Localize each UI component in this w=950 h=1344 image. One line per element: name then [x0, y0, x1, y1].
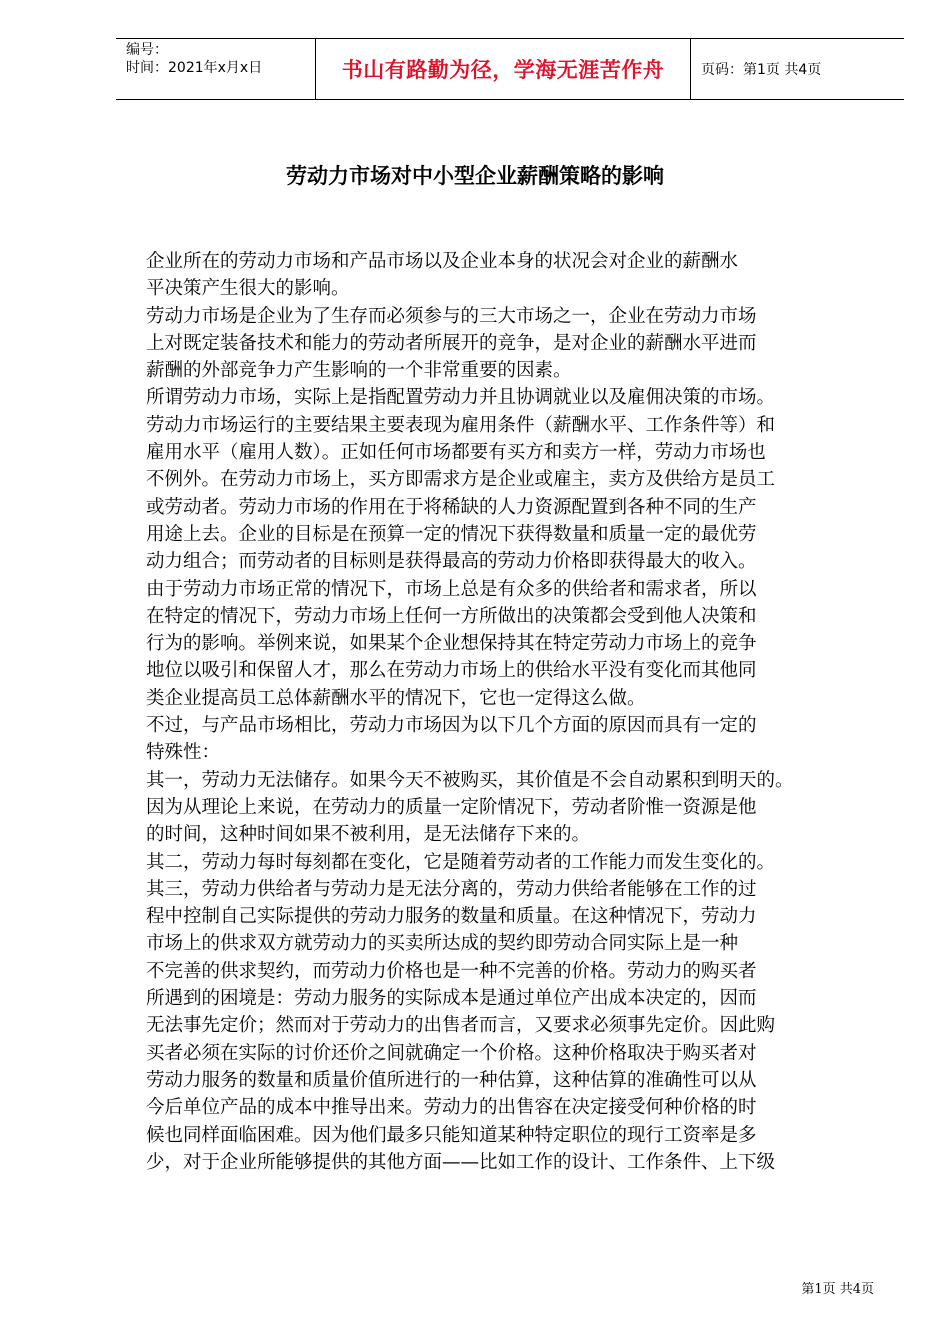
body-line: 不完善的供求契约，而劳动力价格也是一种不完善的价格。劳动力的购买者 [146, 960, 757, 982]
header-page-info: 页码：第1页 共4页 [701, 62, 822, 78]
body-line: 市场上的供求双方就劳动力的买卖所达成的契约即劳动合同实际上是一种 [146, 933, 739, 955]
body-line: 企业所在的劳动力市场和产品市场以及企业本身的状况会对企业的薪酬水 [146, 251, 739, 272]
body-line: 所谓劳动力市场，实际上是指配置劳动力并且协调就业以及雇佣决策的市场。 [146, 387, 776, 409]
number-label: 编号： [126, 42, 168, 58]
body-line: 特殊性： [146, 742, 221, 764]
body-line: 或劳动者。劳动力市场的作用在于将稀缺的人力资源配置到各种不同的生产 [146, 496, 757, 518]
body-line: 候也同样面临困难。因为他们最多只能知道某种特定职位的现行工资率是多 [146, 1124, 757, 1146]
body-line: 地位以吸引和保留人才，那么在劳动力市场上的供给水平没有变化而其他同 [146, 660, 757, 682]
body-line: 其一，劳动力无法储存。如果今天不被购买，其价值是不会自动累积到明天的。 [146, 769, 794, 791]
body-line: 的时间，这种时间如果不被利用，是无法储存下来的。 [146, 824, 591, 846]
body-line: 不例外。在劳动力市场上，买方即需求方是企业或雇主，卖方及供给方是员工 [146, 469, 776, 491]
body-line: 程中控制自己实际提供的劳动力服务的数量和质量。在这种情况下，劳动力 [146, 906, 757, 928]
body-line: 不过，与产品市场相比，劳动力市场因为以下几个方面的原因而具有一定的 [146, 715, 757, 737]
header-motto: 书山有路勤为径，学海无涯苦作舟 [315, 39, 691, 99]
body-line: 平决策产生很大的影响。 [146, 278, 350, 300]
body-line: 无法事先定价；然而对于劳动力的出售者而言，又要求必须事先定价。因此购 [146, 1015, 776, 1037]
body-line: 上对既定装备技术和能力的劳动者所展开的竞争，是对企业的薪酬水平进而 [146, 332, 757, 354]
document-title: 劳动力市场对中小型企业薪酬策略的影响 [286, 164, 664, 188]
body-line: 因为从理论上来说，在劳动力的质量一定阶情况下，劳动者阶惟一资源是他 [146, 796, 757, 818]
page-header [116, 38, 904, 100]
body-line: 劳动力服务的数量和质量价值所进行的一种估算，这种估算的准确性可以从 [146, 1069, 757, 1091]
body-line: 劳动力市场是企业为了生存而必须参与的三大市场之一，企业在劳动力市场 [146, 305, 757, 327]
header-meta [116, 39, 315, 99]
body-line: 劳动力市场运行的主要结果主要表现为雇用条件（薪酬水平、工作条件等）和 [146, 414, 776, 436]
body-line: 行为的影响。举例来说，如果某个企业想保持其在特定劳动力市场上的竞争 [146, 633, 757, 655]
page-footer: 第1页 共4页 [801, 1282, 874, 1297]
body-line: 今后单位产品的成本中推导出来。劳动力的出售容在决定接受何种价格的时 [146, 1097, 757, 1119]
body-line: 其二，劳动力每时每刻都在变化，它是随着劳动者的工作能力而发生变化的。 [146, 851, 776, 873]
body-line: 少，对于企业所能够提供的其他方面——比如工作的设计、工作条件、上下级 [146, 1151, 776, 1173]
document-body [146, 248, 886, 1176]
body-line: 薪酬的外部竞争力产生影响的一个非常重要的因素。 [146, 360, 572, 382]
body-line: 所遇到的困境是：劳动力服务的实际成本是通过单位产出成本决定的，因而 [146, 988, 757, 1010]
time-label: 时间：2021年x月x日 [126, 60, 263, 76]
body-line: 动力组合；而劳动者的目标则是获得最高的劳动力价格即获得最大的收入。 [146, 551, 757, 573]
body-line: 由于劳动力市场正常的情况下，市场上总是有众多的供给者和需求者，所以 [146, 578, 757, 600]
body-line: 买者必须在实际的讨价还价之间就确定一个价格。这种价格取决于购买者对 [146, 1042, 757, 1064]
body-line: 用途上去。企业的目标是在预算一定的情况下获得数量和质量一定的最优劳 [146, 523, 757, 545]
body-line: 类企业提高员工总体薪酬水平的情况下，它也一定得这么做。 [146, 687, 646, 709]
body-line: 雇用水平（雇用人数）。正如任何市场都要有买方和卖方一样，劳动力市场也 [146, 442, 766, 464]
body-line: 在特定的情况下，劳动力市场上任何一方所做出的决策都会受到他人决策和 [146, 605, 757, 627]
body-line: 其三，劳动力供给者与劳动力是无法分离的，劳动力供给者能够在工作的过 [146, 878, 757, 900]
